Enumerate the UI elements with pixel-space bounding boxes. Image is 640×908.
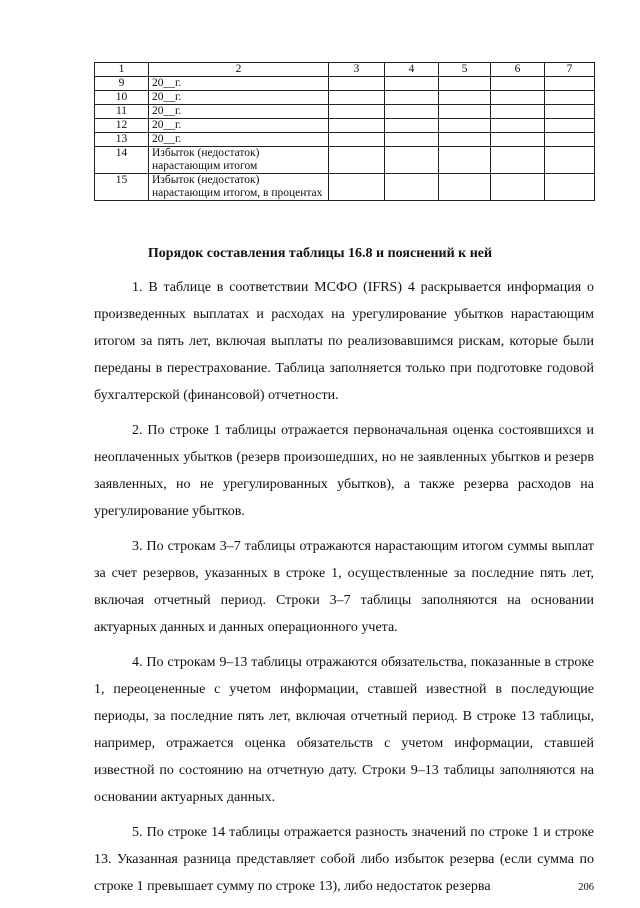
- empty-value-cell: [385, 174, 439, 201]
- row-number-cell: 9: [95, 77, 149, 91]
- empty-value-cell: [329, 91, 385, 105]
- empty-value-cell: [545, 147, 595, 174]
- empty-value-cell: [545, 77, 595, 91]
- empty-value-cell: [329, 174, 385, 201]
- empty-value-cell: [439, 147, 491, 174]
- paragraph: 2. По строке 1 таблицы отражается первоначальная оценка состоявшихся и неоплаченных убытков (резерв произошедших, но не заявленных убытков и резерв заявленных, но не урегулированных убытков), а также резерва расходов на урегулирование убытков.: [94, 423, 594, 519]
- row-label-cell: 20__г.: [149, 105, 329, 119]
- header-cell: 2: [149, 63, 329, 77]
- claims-development-table: [94, 62, 595, 201]
- page-number: 206: [578, 882, 594, 893]
- paragraph: 1. В таблице в соответствии МСФО (IFRS) 4 раскрывается информация о произведенных выплатах и расходах на урегулирование убытков нарастающим итогом за пять лет, включая выплаты по реализовавшимся рискам, которые были переданы в перестрахование. Таблица заполняется только при подготовке годовой бухгалтерской (финансовой) отчетности.: [94, 280, 594, 403]
- table-row: [95, 77, 595, 91]
- empty-value-cell: [385, 77, 439, 91]
- empty-value-cell: [491, 147, 545, 174]
- row-number-cell: 15: [95, 174, 149, 201]
- header-cell: 1: [95, 63, 149, 77]
- row-number-cell: 14: [95, 147, 149, 174]
- empty-value-cell: [491, 77, 545, 91]
- empty-value-cell: [385, 119, 439, 133]
- table-header-row: [95, 63, 595, 77]
- empty-value-cell: [439, 91, 491, 105]
- empty-value-cell: [545, 174, 595, 201]
- table-row: [95, 91, 595, 105]
- row-label-cell: 20__г.: [149, 77, 329, 91]
- table-row: [95, 133, 595, 147]
- paragraph: 5. По строке 14 таблицы отражается разность значений по строке 1 и строке 13. Указанная разница представляет собой либо избыток резерва (если сумма по строке 1 превышает сумму по строке 13), либо недостаток резерва: [94, 825, 594, 894]
- empty-value-cell: [491, 119, 545, 133]
- empty-value-cell: [439, 77, 491, 91]
- empty-value-cell: [385, 133, 439, 147]
- empty-value-cell: [491, 133, 545, 147]
- empty-value-cell: [329, 133, 385, 147]
- paragraph: 3. По строкам 3–7 таблицы отражаются нарастающим итогом суммы выплат за счет резервов, указанных в строке 1, осуществленные за последние пять лет, включая отчетный период. Строки 3–7 таблицы заполняются на основании актуарных данных и данных операционного учета.: [94, 539, 594, 635]
- row-label-cell: Избыток (недостаток) нарастающим итогом: [149, 147, 329, 174]
- row-label-cell: Избыток (недостаток) нарастающим итогом, в процентах: [149, 174, 329, 201]
- empty-value-cell: [439, 133, 491, 147]
- header-cell: 6: [491, 63, 545, 77]
- empty-value-cell: [491, 91, 545, 105]
- empty-value-cell: [545, 119, 595, 133]
- row-number-cell: 13: [95, 133, 149, 147]
- empty-value-cell: [545, 133, 595, 147]
- body-text: [94, 274, 594, 908]
- empty-value-cell: [329, 147, 385, 174]
- row-number-cell: 11: [95, 105, 149, 119]
- row-label-cell: 20__г.: [149, 91, 329, 105]
- empty-value-cell: [385, 105, 439, 119]
- row-label-cell: 20__г.: [149, 119, 329, 133]
- empty-value-cell: [439, 105, 491, 119]
- empty-value-cell: [385, 91, 439, 105]
- table-row: [95, 174, 595, 201]
- paragraph: 4. По строкам 9–13 таблицы отражаются обязательства, показанные в строке 1, переоцененные с учетом информации, ставшей известной в последующие периоды, за последние пять лет, включая отчетный период. В строке 13 таблицы, например, отражается оценка обязательств с учетом информации, ставшей известной по состоянию на отчетную дату. Строки 9–13 таблицы заполняются на основании актуарных данных.: [94, 655, 594, 805]
- section-heading: Порядок составления таблицы 16.8 и пояснений к ней: [147, 246, 493, 261]
- empty-value-cell: [545, 91, 595, 105]
- row-number-cell: 12: [95, 119, 149, 133]
- header-cell: 5: [439, 63, 491, 77]
- empty-value-cell: [439, 119, 491, 133]
- table-row: [95, 147, 595, 174]
- empty-value-cell: [491, 105, 545, 119]
- empty-value-cell: [385, 147, 439, 174]
- empty-value-cell: [491, 174, 545, 201]
- row-number-cell: 10: [95, 91, 149, 105]
- row-label-cell: 20__г.: [149, 133, 329, 147]
- header-cell: 4: [385, 63, 439, 77]
- empty-value-cell: [329, 119, 385, 133]
- header-cell: 3: [329, 63, 385, 77]
- header-cell: 7: [545, 63, 595, 77]
- empty-value-cell: [545, 105, 595, 119]
- empty-value-cell: [439, 174, 491, 201]
- empty-value-cell: [329, 105, 385, 119]
- table-row: [95, 105, 595, 119]
- empty-value-cell: [329, 77, 385, 91]
- table-row: [95, 119, 595, 133]
